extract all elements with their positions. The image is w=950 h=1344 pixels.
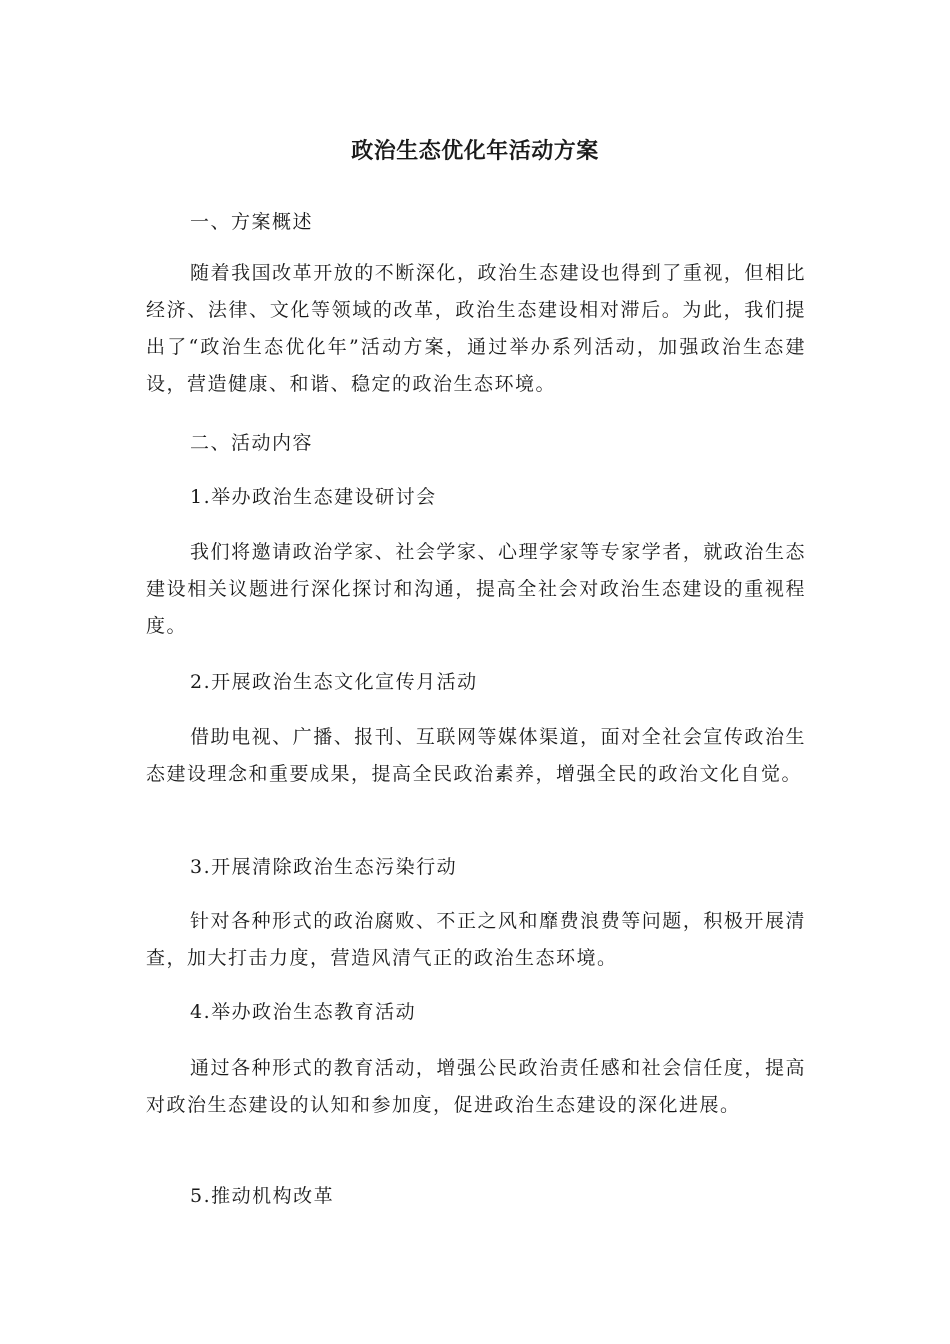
item-paragraph-1: 我们将邀请政治学家、社会学家、心理学家等专家学者，就政治生态建设相关议题进行深化探讨和沟通，提高全社会对政治生态建设的重视程度。 [146,541,806,637]
item-title-3: 3.开展清除政治生态污染行动 [190,856,458,878]
item-paragraph-2: 借助电视、广播、报刊、互联网等媒体渠道，面对全社会宣传政治生态建设理念和重要成果，提高全民政治素养，增强全民的政治文化自觉。 [146,726,806,785]
item-paragraph-4: 通过各种形式的教育活动，增强公民政治责任感和社会信任度，提高对政治生态建设的认知和参加度，促进政治生态建设的深化进展。 [146,1057,806,1116]
item-paragraph-3: 针对各种形式的政治腐败、不正之风和靡费浪费等问题，积极开展清查，加大打击力度，营造风清气正的政治生态环境。 [146,910,806,969]
item-title-1: 1.举办政治生态建设研讨会 [190,486,437,508]
paragraph-overview: 随着我国改革开放的不断深化，政治生态建设也得到了重视，但相比经济、法律、文化等领域的改革，政治生态建设相对滞后。为此，我们提出了“政治生态优化年”活动方案，通过举办系列活动，加强政治生态建设，营造健康、和谐、稳定的政治生态环境。 [146,262,806,395]
item-title-2: 2.开展政治生态文化宣传月活动 [190,671,478,693]
section-heading-overview: 一、方案概述 [190,211,314,233]
item-title-5: 5.推动机构改革 [190,1185,335,1207]
section-heading-activities: 二、活动内容 [190,432,314,454]
item-title-4: 4.举办政治生态教育活动 [190,1001,417,1023]
document-title: 政治生态优化年活动方案 [351,139,599,164]
